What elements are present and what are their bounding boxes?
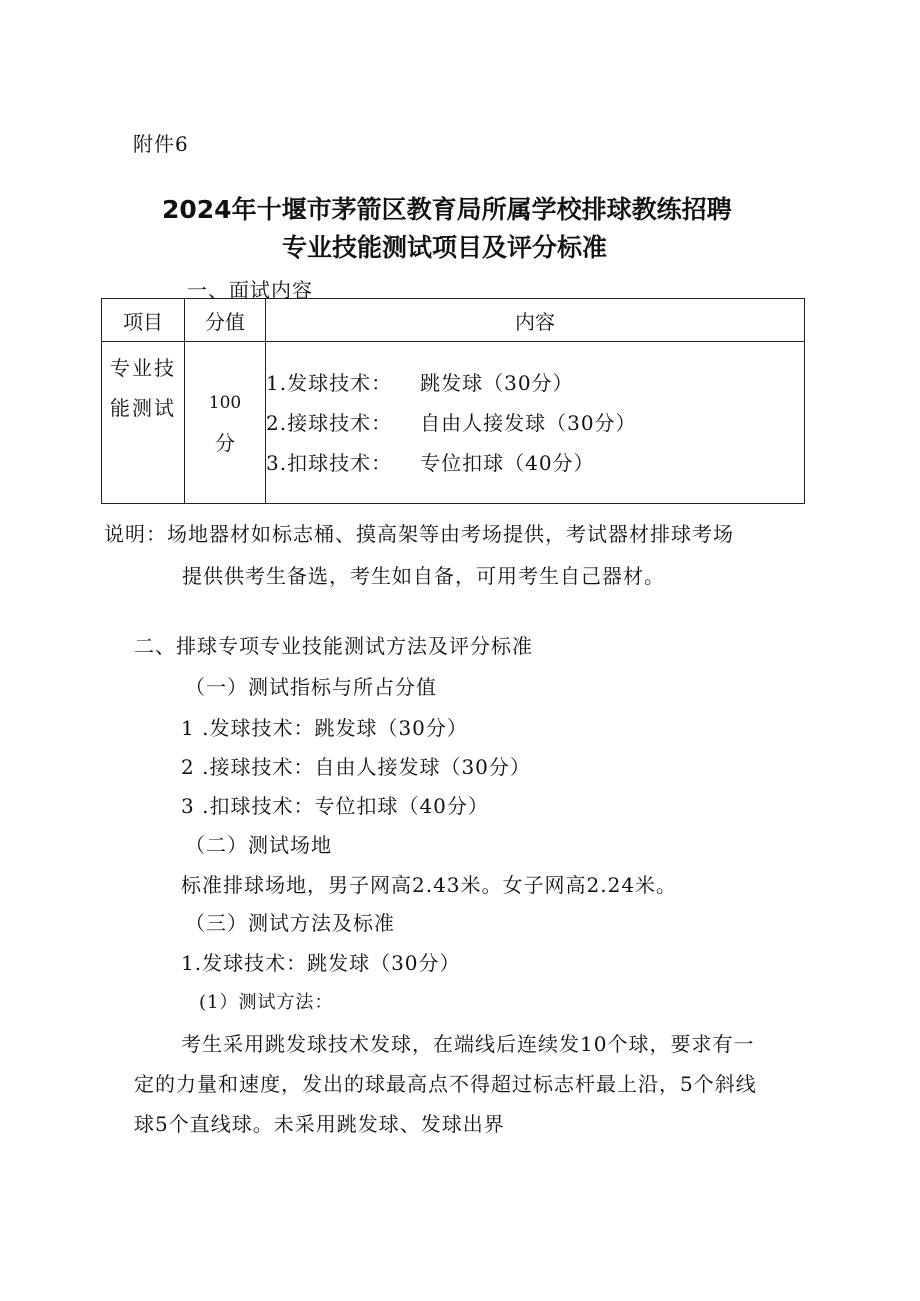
subsection3-heading: （三）测试方法及标准 (185, 911, 395, 935)
list-item: 3 .扣球技术：专位扣球（40分） (181, 794, 489, 818)
note-line2: 提供供考生备选，考生如自备，可用考生自己器材。 (182, 564, 665, 588)
method-title: (1）测试方法： (199, 992, 334, 1013)
content-cell (266, 342, 805, 504)
attachment-label: 附件6 (133, 132, 189, 156)
document-title-line2: 专业技能测试项目及评分标准 (282, 233, 608, 262)
method-line3: 球5个直线球。未采用跳发球、发球出界 (134, 1112, 505, 1136)
serve-title: 1.发球技术：跳发球（30分） (181, 951, 461, 975)
score-cell (185, 342, 266, 504)
subsection2-heading: （二）测试场地 (185, 833, 332, 857)
section2-heading: 二、排球专项专业技能测试方法及评分标准 (134, 634, 533, 658)
note-line1: 说明：场地器材如标志桶、摸高架等由考场提供，考试器材排球考场 (104, 522, 734, 546)
item-cell (102, 342, 185, 504)
content-item (266, 403, 804, 443)
content-label: 2.接球技术： (266, 410, 393, 435)
document-title-line1: 2024年十堰市茅箭区教育局所属学校排球教练招聘 (162, 195, 732, 224)
content-item (266, 443, 804, 483)
item-line2: 能测试 (110, 396, 176, 420)
subsection1-heading: （一）测试指标与所占分值 (185, 675, 437, 699)
header-item: 项目 (102, 299, 185, 342)
list-item: 1 .发球技术：跳发球（30分） (181, 716, 468, 740)
table-header-row (102, 299, 805, 342)
method-line1: 考生采用跳发球技术发球，在端线后连续发10个球，要求有一 (181, 1032, 755, 1056)
score-table (101, 298, 805, 504)
score-number: 100 (208, 392, 242, 413)
header-score: 分值 (185, 299, 266, 342)
content-label: 1.发球技术： (266, 370, 393, 395)
content-item (266, 363, 804, 403)
venue-text: 标准排球场地，男子网高2.43米。女子网高2.24米。 (181, 873, 678, 897)
content-value: 自由人接发球（30分） (420, 410, 637, 435)
header-content: 内容 (266, 299, 805, 342)
content-value: 专位扣球（40分） (420, 450, 595, 475)
table-row (102, 342, 805, 504)
content-value: 跳发球（30分） (420, 370, 574, 395)
method-line2: 定的力量和速度，发出的球最高点不得超过标志杆最上沿，5个斜线 (134, 1072, 757, 1096)
section1-heading: 一、面试内容 (187, 278, 313, 302)
item-line1: 专业技 (110, 356, 176, 380)
content-label: 3.扣球技术： (266, 450, 393, 475)
list-item: 2 .接球技术：自由人接发球（30分） (181, 755, 531, 779)
score-unit: 分 (215, 430, 235, 455)
